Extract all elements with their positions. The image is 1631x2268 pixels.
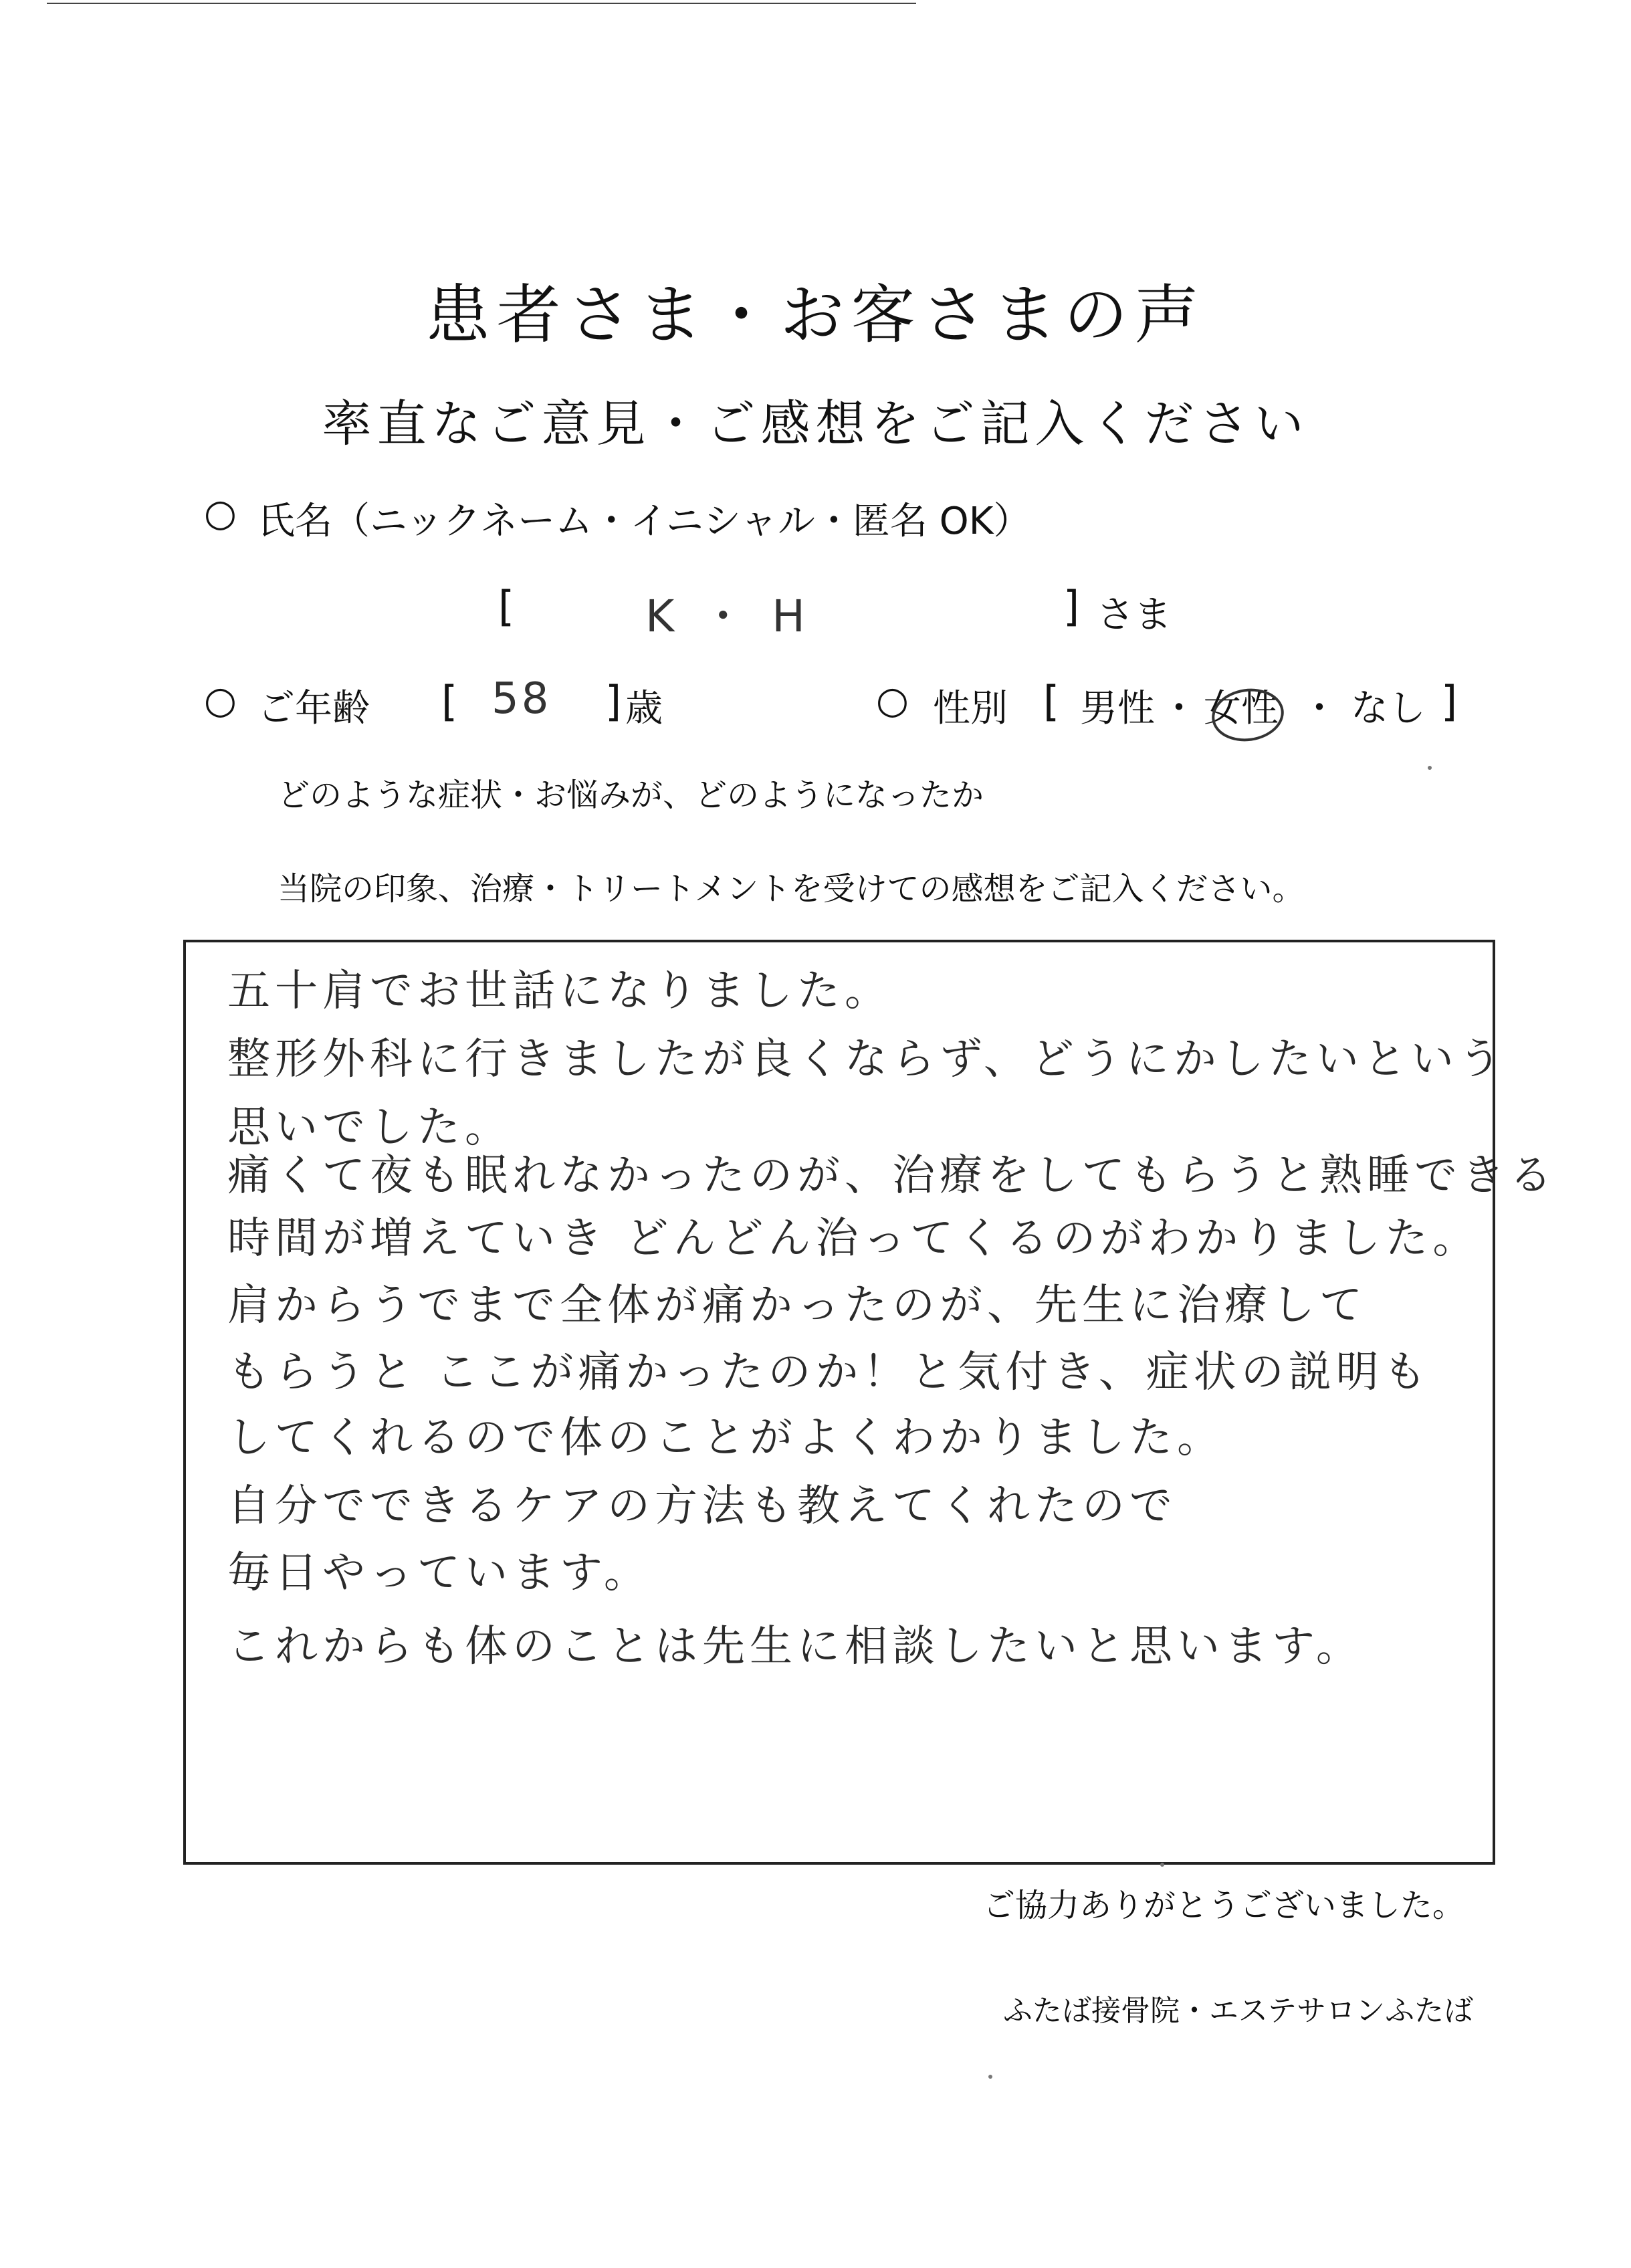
scan-speck	[1428, 766, 1432, 770]
thanks-text: ご協力ありがとうございました。	[983, 1887, 1465, 1924]
prompt-impressions: 当院の印象、治療・トリートメントを受けての感想をご記入ください。	[278, 870, 1305, 908]
clinic-name: ふたば接骨院・エステサロンふたば	[1003, 1994, 1474, 2028]
comment-line: もらうと ここが痛かったのか！と気付き、症状の説明も	[227, 1348, 1431, 1397]
gender-option-female[interactable]: 女性	[1204, 687, 1279, 730]
gender-circle-marker: ○	[876, 679, 909, 722]
gender-option-none[interactable]: なし	[1351, 687, 1426, 730]
comment-line: 自分でできるケアの方法も教えてくれたので	[227, 1481, 1177, 1531]
form-subtitle: 率直なご意見・ご感想をご記入ください	[322, 395, 1309, 453]
name-label: 氏名（ニックネーム・イニシャル・匿名 OK）	[257, 500, 1031, 543]
comment-line: 時間が増えていき どんどん治ってくるのがわかりました。	[227, 1214, 1481, 1263]
age-label: ご年齢	[257, 687, 370, 730]
age-unit: 歳	[625, 687, 663, 730]
gender-separator-2: ・	[1301, 687, 1338, 730]
age-bracket-close: ]	[605, 677, 622, 726]
comment-line: 痛くて夜も眠れなかったのが、治療をしてもらうと熟睡できる	[227, 1151, 1557, 1201]
comment-line: 五十肩でお世話になりました。	[227, 966, 892, 1016]
age-bracket-open: [	[441, 677, 458, 726]
gender-bracket-open: [	[1043, 677, 1060, 726]
scan-speck	[988, 2075, 992, 2079]
name-bracket-close: ]	[1063, 582, 1080, 631]
age-value[interactable]: 58	[492, 674, 552, 724]
gender-separator-1: ・	[1160, 687, 1198, 730]
name-value[interactable]: K・H	[645, 591, 832, 642]
gender-option-male[interactable]: 男性	[1080, 687, 1155, 730]
comment-line: 肩からうでまで全体が痛かったのが、先生に治療して	[227, 1281, 1367, 1330]
form-title: 患者さま・お客さまの声	[425, 278, 1206, 352]
gender-label: 性別	[933, 687, 1008, 730]
comment-line: 毎日やっています。	[227, 1548, 651, 1598]
comment-line: これからも体のことは先生に相談したいと思います。	[227, 1622, 1364, 1671]
scan-speck	[1160, 1863, 1164, 1867]
scan-edge-line	[47, 3, 916, 4]
prompt-symptoms: どのような症状・お悩みが、どのようになったか	[278, 777, 984, 814]
name-bracket-open: [	[498, 582, 515, 631]
comment-line: 整形外科に行きましたが良くならず、どうにかしたいという	[227, 1035, 1506, 1084]
name-circle-marker: ○	[204, 492, 237, 535]
gender-bracket-close: ]	[1441, 677, 1458, 726]
comment-line: してくれるので体のことがよくわかりました。	[227, 1413, 1224, 1463]
name-suffix: さま	[1097, 593, 1172, 637]
comment-line: 思いでした。	[227, 1103, 512, 1152]
age-circle-marker: ○	[204, 679, 237, 722]
